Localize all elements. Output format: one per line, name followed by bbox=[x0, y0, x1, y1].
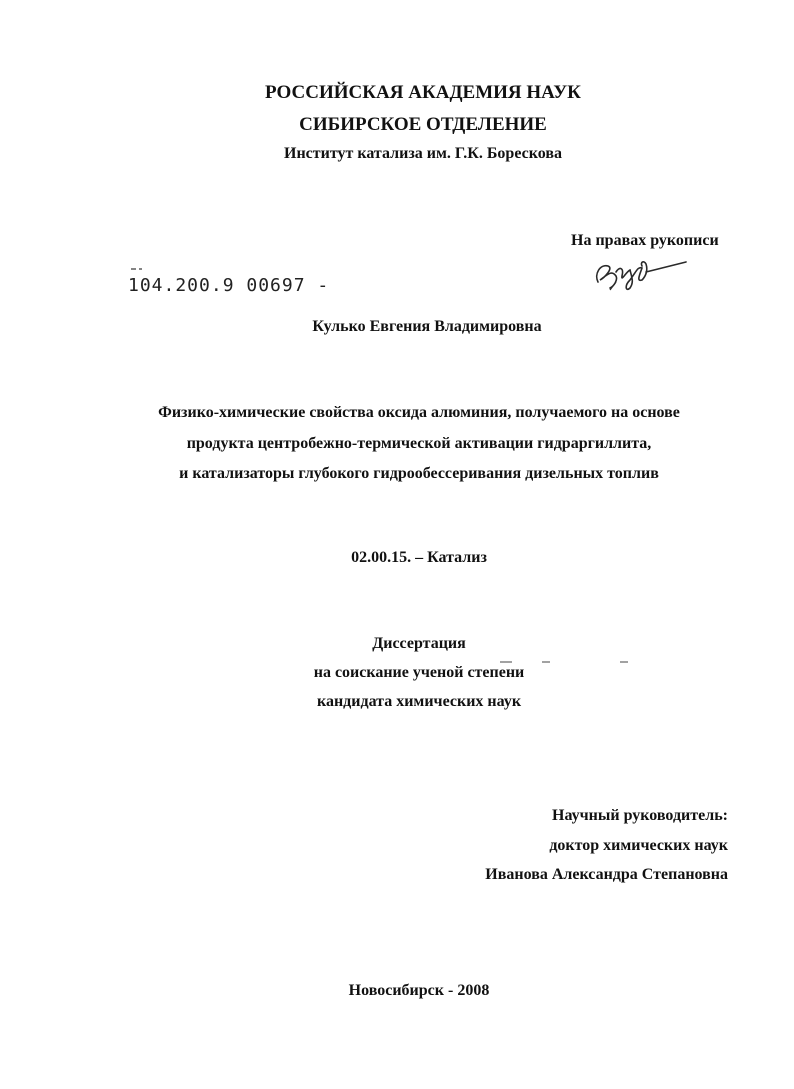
registration-stamp: 104.200.9 00697 - bbox=[128, 275, 330, 296]
specialty-code: 02.00.15. – Катализ bbox=[351, 549, 487, 566]
degree-name: кандидата химических наук bbox=[316, 693, 522, 710]
supervisor-degree: доктор химических наук bbox=[549, 837, 728, 854]
degree-purpose: на соискание ученой степени bbox=[313, 664, 525, 681]
stamp-tick-marks bbox=[130, 265, 150, 273]
academy-heading: РОССИЙСКАЯ АКАДЕМИЯ НАУК bbox=[265, 82, 581, 103]
thesis-title-line: продукта центробежно-термической активации гидраргиллита, bbox=[186, 435, 652, 452]
thesis-title-line: Физико-химические свойства оксида алюминия, получаемого на основе bbox=[158, 404, 680, 421]
manuscript-rights-note: На правах рукописи bbox=[571, 232, 719, 249]
institute-heading: Институт катализа им. Г.К. Борескова bbox=[284, 145, 562, 162]
author-name: Кулько Евгения Владимировна bbox=[312, 318, 542, 335]
handwritten-signature bbox=[590, 252, 700, 294]
city-year: Новосибирск - 2008 bbox=[348, 982, 490, 999]
thesis-title-line: и катализаторы глубокого гидрообессеривания дизельных топлив bbox=[179, 465, 659, 482]
document-type: Диссертация bbox=[372, 635, 466, 652]
supervisor-label: Научный руководитель: bbox=[552, 807, 728, 824]
branch-heading: СИБИРСКОЕ ОТДЕЛЕНИЕ bbox=[299, 114, 547, 135]
scan-specks bbox=[490, 657, 640, 667]
supervisor-name: Иванова Александра Степановна bbox=[485, 866, 728, 883]
